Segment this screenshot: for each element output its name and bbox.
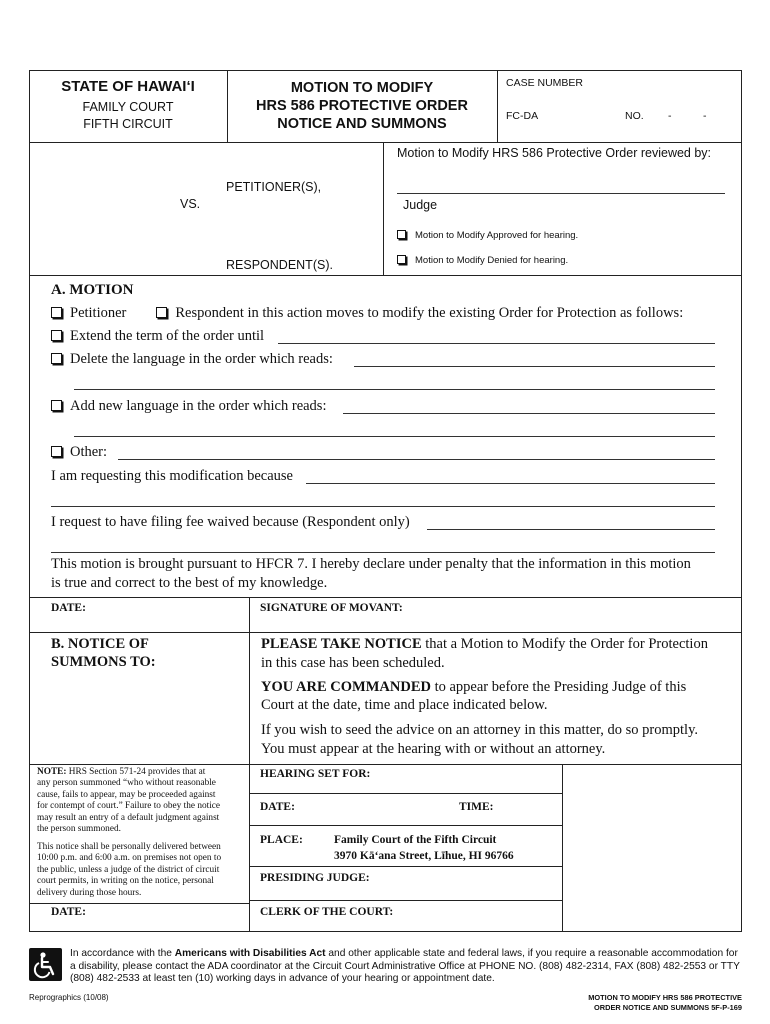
petitioners-label: PETITIONER(S), <box>226 180 322 194</box>
delivery-block: This notice shall be personally delivered between 10:00 p.m. and 6:00 a.m. on premises not open to the public, unless a judge of the district of circuit court permits, in writing on the notice, personal delivery during those hours. <box>37 842 222 898</box>
requesting-blank-1[interactable] <box>306 483 715 484</box>
hearing-set-for-label: HEARING SET FOR: <box>260 768 371 780</box>
state-title: STATE OF HAWAI‘I <box>61 78 195 95</box>
case-dash-2: - <box>703 110 707 122</box>
hearing-rule-2 <box>249 825 562 826</box>
approved-checkbox-icon[interactable] <box>397 230 406 239</box>
take-notice-line2: in this case has been scheduled. <box>261 655 445 671</box>
fee-waiver-blank-2[interactable] <box>51 552 715 553</box>
denied-option[interactable]: Motion to Modify Denied for hearing. <box>397 255 568 266</box>
hearing-date-label: DATE: <box>260 801 295 813</box>
other-blank[interactable] <box>118 459 715 460</box>
no-label: NO. <box>625 110 644 122</box>
hearing-rule-4 <box>249 900 562 901</box>
parties-bottom-rule <box>29 275 742 276</box>
judge-label: Judge <box>403 198 438 212</box>
clerk-label: CLERK OF THE COURT: <box>260 906 394 918</box>
add-blank-1[interactable] <box>343 413 715 414</box>
advice-line2: You must appear at the hearing with or without an attorney. <box>261 741 606 757</box>
movant-line: Petitioner Respondent in this action moves to modify the existing Order for Protection as follows: <box>51 305 683 322</box>
form-title-line1: MOTION TO MODIFY <box>290 80 434 96</box>
date-row-divider <box>249 597 250 632</box>
delete-blank-2[interactable] <box>74 389 715 390</box>
other-option: Other: <box>51 444 107 461</box>
advice-line1: If you wish to seed the advice on an attorney in this matter, do so promptly. <box>261 722 699 738</box>
presiding-judge-label: PRESIDING JUDGE: <box>260 872 370 884</box>
take-notice-line1: PLEASE TAKE NOTICE that a Motion to Modify the Order for Protection <box>261 636 708 652</box>
form-title-line2: HRS 586 PROTECTIVE ORDER <box>256 98 468 114</box>
notice-date-label: DATE: <box>51 906 86 918</box>
notice-heading-line2: SUMMONS TO: <box>51 654 156 670</box>
add-blank-2[interactable] <box>74 436 715 437</box>
reprographics-label: Reprographics (10/08) <box>29 993 109 1002</box>
requesting-blank-2[interactable] <box>51 506 715 507</box>
left-date-rule <box>29 903 249 904</box>
motion-date-label: DATE: <box>51 602 86 614</box>
extend-blank[interactable] <box>278 343 715 344</box>
notice-heading-line1: B. NOTICE OF <box>51 636 149 652</box>
denied-checkbox-icon[interactable] <box>397 255 406 264</box>
delete-checkbox-icon[interactable] <box>51 353 62 364</box>
commanded-line2: Court at the date, time and place indicated below. <box>261 697 548 713</box>
respondents-label: RESPONDENT(S). <box>226 258 333 272</box>
place-line1: Family Court of the Fifth Circuit <box>334 834 497 846</box>
fcda-label: FC-DA <box>506 110 539 122</box>
notice-divider <box>249 632 250 932</box>
fee-waiver-label: I request to have filing fee waived because (Respondent only) <box>51 514 410 530</box>
date-row-top <box>29 597 742 598</box>
approved-option[interactable]: Motion to Modify Approved for hearing. <box>397 230 578 241</box>
ada-notice: In accordance with the Americans with Disabilities Act and other applicable state and federal laws, if you require a reasonable accommodation for a disability, please contact the ADA coordinator at the Circuit Court Administrative Office at PHONE NO. (808) 482-2314, FAX (808) 482-2553 or TTY (808) 482-2533 at least ten (10) working days in advance of your hearing or appointment date. <box>70 948 740 985</box>
petitioner-checkbox-icon[interactable] <box>51 307 62 318</box>
extend-checkbox-icon[interactable] <box>51 330 62 341</box>
extend-option: Extend the term of the order until <box>51 328 264 345</box>
delete-blank-1[interactable] <box>354 366 715 367</box>
hearing-rule-1 <box>249 793 562 794</box>
add-checkbox-icon[interactable] <box>51 400 62 411</box>
respondent-checkbox-icon[interactable] <box>156 307 167 318</box>
place-label: PLACE: <box>260 834 303 846</box>
fee-waiver-blank-1[interactable] <box>427 529 715 530</box>
notice-bottom-rule <box>29 764 742 765</box>
wheelchair-icon <box>29 948 62 981</box>
place-line2: 3970 Kāʻana Street, Līhue, HI 96766 <box>334 850 514 862</box>
form-title-line3: NOTICE AND SUMMONS <box>277 116 447 132</box>
form-id-block: MOTION TO MODIFY HRS 586 PROTECTIVE ORDER NOTICE AND SUMMONS 5F-P-169 <box>588 993 742 1012</box>
header-bottom-rule <box>29 142 742 143</box>
case-dash-1: - <box>668 110 672 122</box>
delete-option: Delete the language in the order which reads: <box>51 351 333 368</box>
reviewed-by-label: Motion to Modify HRS 586 Protective Order reviewed by: <box>397 146 712 160</box>
circuit-name: FIFTH CIRCUIT <box>83 117 173 131</box>
add-option: Add new language in the order which reads: <box>51 398 326 415</box>
movant-signature-label: SIGNATURE OF MOVANT: <box>260 602 403 614</box>
declaration-line2: is true and correct to the best of my knowledge. <box>51 575 328 591</box>
requesting-label: I am requesting this modification because <box>51 468 293 484</box>
judge-signature-line[interactable] <box>397 193 725 194</box>
commanded-line1: YOU ARE COMMANDED to appear before the Presiding Judge of this <box>261 679 687 695</box>
vs-label: VS. <box>180 197 201 211</box>
hearing-right-divider <box>562 764 563 932</box>
parties-divider <box>383 142 384 275</box>
declaration-line1: This motion is brought pursuant to HFCR 7. I hereby declare under penalty that the information in this motion <box>51 556 691 572</box>
case-number-label: CASE NUMBER <box>506 77 584 89</box>
other-checkbox-icon[interactable] <box>51 446 62 457</box>
date-row-bottom <box>29 632 742 633</box>
hearing-rule-3 <box>249 866 562 867</box>
hearing-time-label: TIME: <box>459 801 494 813</box>
motion-heading: A. MOTION <box>51 282 134 298</box>
note-block: NOTE: HRS Section 571-24 provides that at any person summoned “who without reasonable cause, fails to appear, may be proceeded against for contempt of court.” Failure to obey the notice may result an entry of a default judgment against the person summoned. <box>37 767 221 835</box>
header-divider-2 <box>497 70 498 142</box>
court-name: FAMILY COURT <box>82 100 174 114</box>
